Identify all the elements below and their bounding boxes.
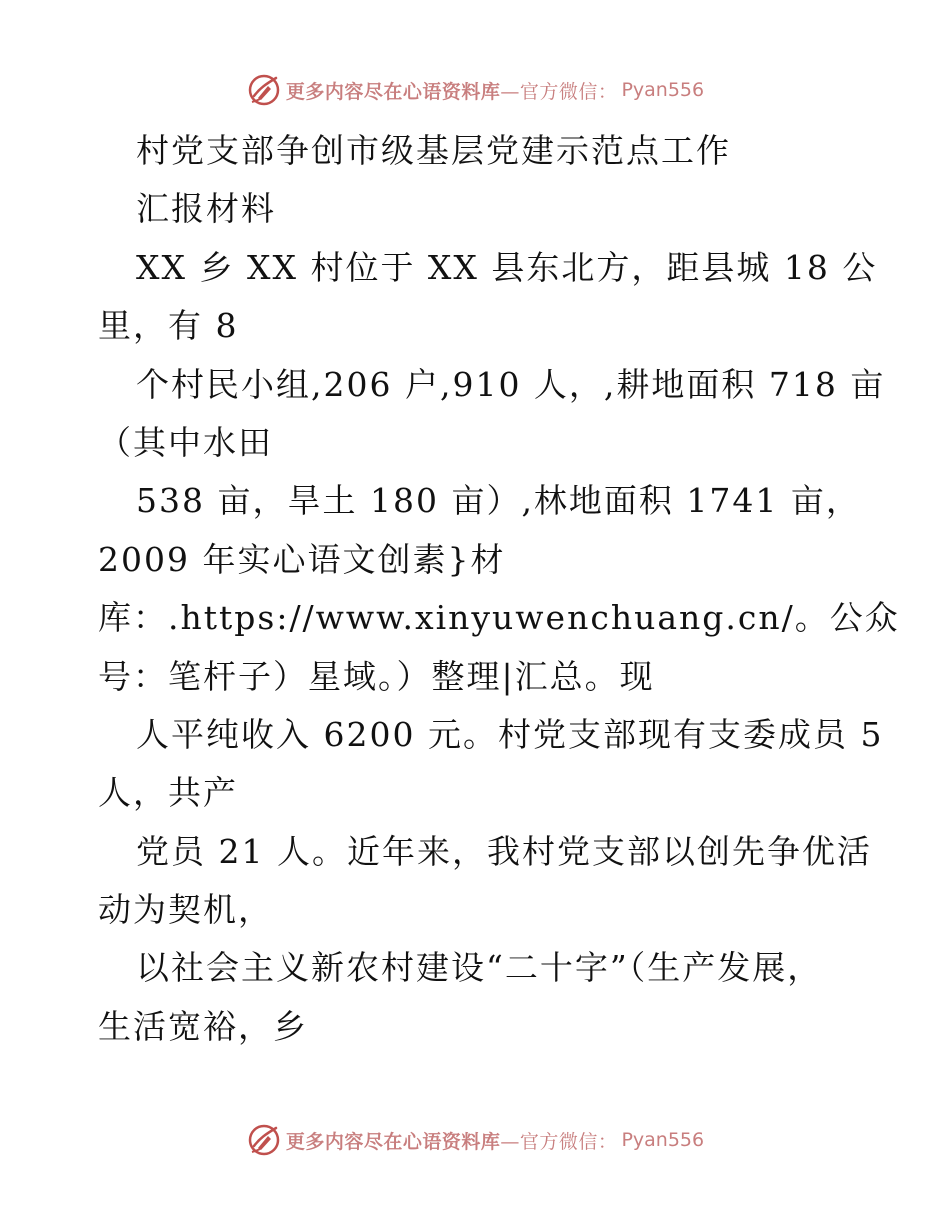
doc-title-line-1: 村党支部争创市级基层党建示范点工作 xyxy=(136,131,731,170)
banner-title: 更多内容尽在心语资料库 xyxy=(285,1130,501,1153)
paragraph-line: （其中水田 xyxy=(98,422,273,462)
paragraph-line: 生活宽裕，乡 xyxy=(98,1006,308,1046)
paragraph-line: 号：笔杆子）星域。）整理|汇总。现 xyxy=(98,656,655,696)
paragraph-line: 党员 21 人。近年来，我村党支部以创先争优活 xyxy=(136,831,872,871)
footer-banner xyxy=(0,1120,950,1160)
pen-logo-icon xyxy=(246,72,282,108)
paragraph-line: 538 亩，旱土 180 亩）,林地面积 1741 亩， xyxy=(136,481,861,521)
pen-logo-icon xyxy=(246,1122,282,1158)
paragraph-line: XX 乡 XX 村位于 XX 县东北方，距县城 18 公 xyxy=(136,247,878,287)
wechat-handle: Pyan556 xyxy=(621,79,705,101)
banner-dash: — xyxy=(500,80,520,103)
wechat-label: 官方微信： xyxy=(519,1130,618,1153)
banner-text xyxy=(286,77,618,104)
header-banner xyxy=(0,70,950,110)
banner-text xyxy=(286,1127,618,1154)
doc-title-line-2: 汇报材料 xyxy=(136,189,276,229)
paragraph-line: 人平纯收入 6200 元。村党支部现有支委成员 5 xyxy=(136,714,884,754)
paragraph-line: 库：.https://www.xinyuwenchuang.cn/。公众 xyxy=(98,598,900,638)
paragraph-line: 里，有 8 xyxy=(98,306,239,346)
banner-title: 更多内容尽在心语资料库 xyxy=(285,80,501,103)
paragraph-line: 动为契机， xyxy=(98,890,273,930)
document-body xyxy=(98,122,900,1056)
paragraph-line: 以社会主义新农村建设“二十字”（生产发展， xyxy=(136,948,823,988)
wechat-label: 官方微信： xyxy=(519,80,618,103)
banner-dash: — xyxy=(500,1130,520,1153)
paragraph-line: 个村民小组,206 户,910 人，,耕地面积 718 亩 xyxy=(136,364,886,404)
paragraph-line: 人，共产 xyxy=(98,773,238,813)
paragraph-line: 2009 年实心语文创素}材 xyxy=(98,539,506,579)
wechat-handle: Pyan556 xyxy=(621,1129,705,1151)
